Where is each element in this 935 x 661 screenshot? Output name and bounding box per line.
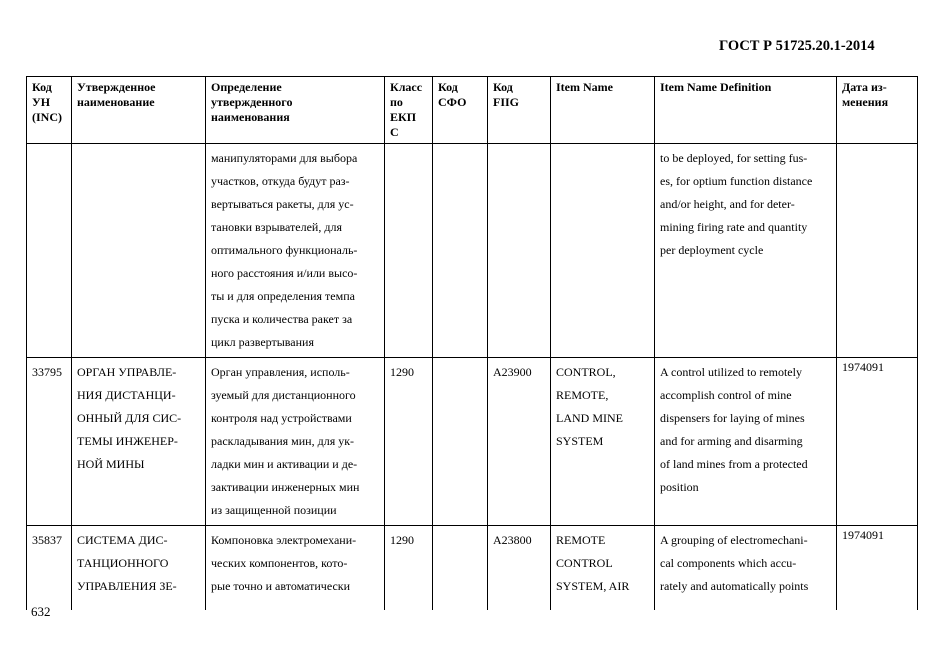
cell-item-name: CONTROL, REMOTE, LAND MINE SYSTEM (551, 358, 655, 526)
col-header-ekps-class: Класс по ЕКП С (385, 77, 433, 144)
col-header-change-date: Дата из- менения (837, 77, 918, 144)
cell-definition-en: A control utilized to remotely accomplish control of mine dispensers for laying of mines and for arming and disarming of land mines from a protected position (655, 358, 837, 526)
col-header-sfo: Код СФО (433, 77, 488, 144)
cell-name-ru (72, 144, 206, 358)
table-row (27, 358, 918, 526)
col-header-inc: Код УН (INC) (27, 77, 72, 144)
col-header-fiig: Код FIIG (488, 77, 551, 144)
cell-sfo (433, 358, 488, 526)
cell-name-ru: ОРГАН УПРАВЛЕ- НИЯ ДИСТАНЦИ- ОННЫЙ ДЛЯ СИС- ТЕМЫ ИНЖЕНЕР- НОЙ МИНЫ (72, 358, 206, 526)
cell-definition-en: A grouping of electromechani- cal components which accu- rately and automatically points (655, 526, 837, 610)
cell-inc (27, 144, 72, 358)
cell-ekps (385, 144, 433, 358)
table-row-continuation (27, 144, 918, 358)
cell-sfo (433, 144, 488, 358)
cell-inc: 35837 (27, 526, 72, 610)
cell-name-ru: СИСТЕМА ДИС- ТАНЦИОННОГО УПРАВЛЕНИЯ ЗЕ- (72, 526, 206, 610)
cell-date: 1974091 (837, 526, 918, 610)
col-header-item-name-definition: Item Name Definition (655, 77, 837, 144)
cell-date (837, 144, 918, 358)
cell-inc: 33795 (27, 358, 72, 526)
cell-date: 1974091 (837, 358, 918, 526)
table-header-row (27, 77, 918, 144)
cell-definition-ru: Орган управления, исполь- зуемый для дистанционного контроля над устройствами раскладывания мин, для ук- ладки мин и активации и де- зактивации инженерных мин из защищенной позиции (206, 358, 385, 526)
cell-ekps: 1290 (385, 526, 433, 610)
cell-ekps: 1290 (385, 358, 433, 526)
table-row (27, 526, 918, 610)
cell-item-name (551, 144, 655, 358)
col-header-definition-ru: Определение утвержденного наименования (206, 77, 385, 144)
col-header-item-name: Item Name (551, 77, 655, 144)
cell-fiig: A23900 (488, 358, 551, 526)
cell-fiig (488, 144, 551, 358)
cell-definition-ru: манипуляторами для выбора участков, откуда будут раз- вертываться ракеты, для ус- тановки взрывателей, для оптимального функциональ- ного расстояния и/или высо- ты и для определения темпа пуска и количества ракет за цикл развертывания (206, 144, 385, 358)
cell-sfo (433, 526, 488, 610)
cell-item-name: REMOTE CONTROL SYSTEM, AIR (551, 526, 655, 610)
col-header-approved-name: Утвержденное наименование (72, 77, 206, 144)
catalog-table (26, 76, 918, 610)
standard-header: ГОСТ Р 51725.20.1-2014 (719, 38, 875, 54)
cell-definition-en: to be deployed, for setting fus- es, for optium function distance and/or height, and for deter- mining firing rate and quantity per deployment cycle (655, 144, 837, 358)
cell-definition-ru: Компоновка электромехани- ческих компонентов, кото- рые точно и автоматически (206, 526, 385, 610)
cell-fiig: A23800 (488, 526, 551, 610)
page-number: 632 (31, 604, 51, 619)
